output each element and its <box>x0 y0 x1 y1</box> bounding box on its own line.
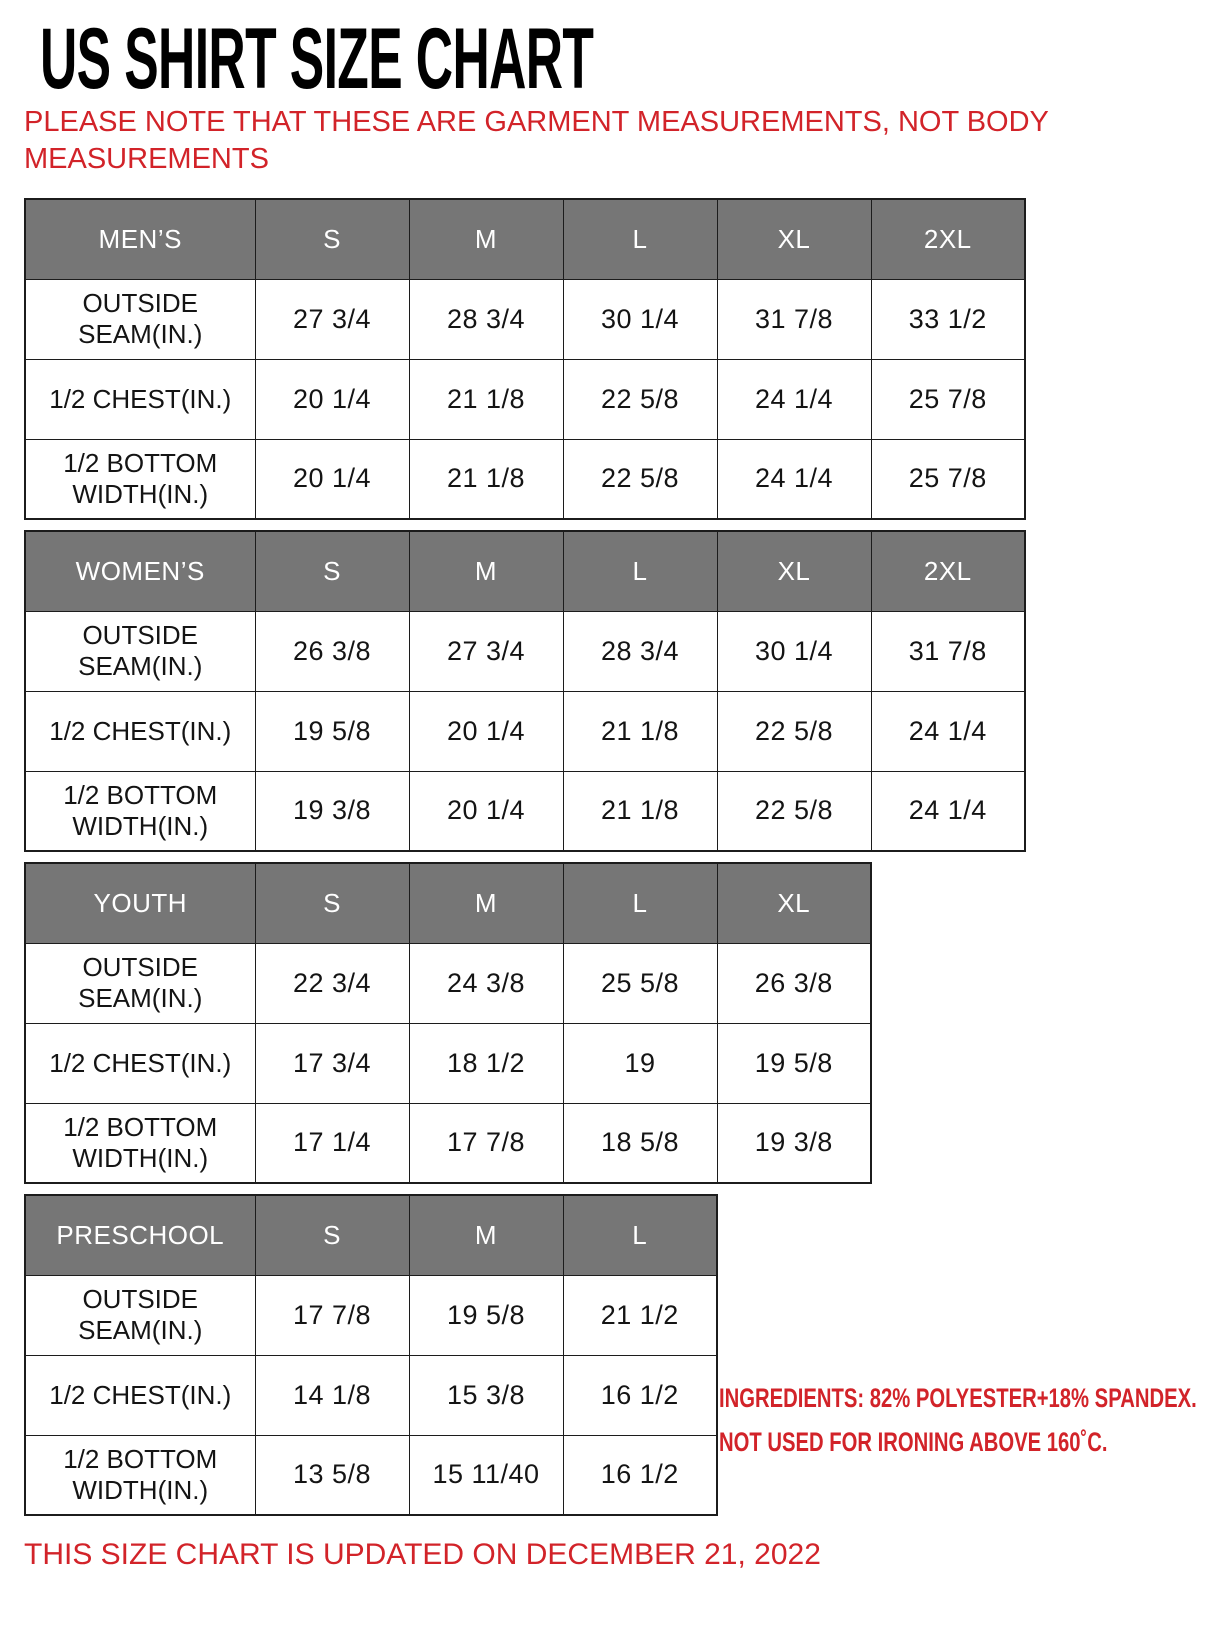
update-date-note: THIS SIZE CHART IS UPDATED ON DECEMBER 21, 2022 <box>24 1538 821 1571</box>
measurement-row <box>25 1103 871 1183</box>
size-column-header: S <box>255 531 409 611</box>
measurement-value: 24 1/4 <box>871 691 1025 771</box>
size-column-header: 2XL <box>871 199 1025 279</box>
measurement-value: 21 1/8 <box>563 691 717 771</box>
measurement-row <box>25 279 1025 359</box>
measurement-value: 33 1/2 <box>871 279 1025 359</box>
size-column-header: L <box>563 199 717 279</box>
measurement-value: 20 1/4 <box>255 439 409 519</box>
measurement-value: 24 1/4 <box>871 771 1025 851</box>
measurement-value: 16 1/2 <box>563 1355 717 1435</box>
size-column-header: 2XL <box>871 531 1025 611</box>
measurement-value: 20 1/4 <box>409 691 563 771</box>
measurement-value: 28 3/4 <box>409 279 563 359</box>
measurement-value: 21 1/8 <box>563 771 717 851</box>
measurement-value: 30 1/4 <box>563 279 717 359</box>
size-column-header: S <box>255 863 409 943</box>
measurement-value: 27 3/4 <box>255 279 409 359</box>
measurement-value: 19 3/8 <box>717 1103 871 1183</box>
measurement-value: 22 5/8 <box>563 359 717 439</box>
size-table-preschool <box>24 1194 718 1516</box>
measurement-row <box>25 1355 717 1435</box>
measurement-label: OUTSIDE SEAM(IN.) <box>25 611 255 691</box>
page-title: US SHIRT SIZE CHART <box>40 11 594 107</box>
measurement-row <box>25 1275 717 1355</box>
measurement-value: 14 1/8 <box>255 1355 409 1435</box>
size-table-mens <box>24 198 1026 520</box>
measurement-value: 21 1/8 <box>409 439 563 519</box>
measurement-value: 15 3/8 <box>409 1355 563 1435</box>
measurement-value: 19 3/8 <box>255 771 409 851</box>
measurement-value: 22 5/8 <box>717 691 871 771</box>
size-column-header: L <box>563 1195 717 1275</box>
size-column-header: XL <box>717 863 871 943</box>
size-header-row <box>25 531 1025 611</box>
size-table-youth <box>24 862 872 1184</box>
measurement-value: 30 1/4 <box>717 611 871 691</box>
measurement-label: 1/2 BOTTOM WIDTH(IN.) <box>25 439 255 519</box>
measurement-label: 1/2 CHEST(IN.) <box>25 1355 255 1435</box>
size-column-header: M <box>409 863 563 943</box>
garment-measurements-note: PLEASE NOTE THAT THESE ARE GARMENT MEASUREMENTS, NOT BODY MEASUREMENTS <box>24 106 1049 175</box>
measurement-label: 1/2 CHEST(IN.) <box>25 691 255 771</box>
measurement-value: 27 3/4 <box>409 611 563 691</box>
measurement-value: 31 7/8 <box>717 279 871 359</box>
measurement-label: OUTSIDE SEAM(IN.) <box>25 279 255 359</box>
measurement-value: 22 5/8 <box>563 439 717 519</box>
measurement-label: 1/2 BOTTOM WIDTH(IN.) <box>25 771 255 851</box>
measurement-value: 18 5/8 <box>563 1103 717 1183</box>
measurement-value: 19 5/8 <box>717 1023 871 1103</box>
measurement-value: 31 7/8 <box>871 611 1025 691</box>
measurement-value: 17 1/4 <box>255 1103 409 1183</box>
measurement-row <box>25 1023 871 1103</box>
measurement-value: 19 5/8 <box>409 1275 563 1355</box>
measurement-value: 24 1/4 <box>717 359 871 439</box>
measurement-value: 24 1/4 <box>717 439 871 519</box>
measurement-value: 16 1/2 <box>563 1435 717 1515</box>
measurement-value: 28 3/4 <box>563 611 717 691</box>
group-label-womens: WOMEN’S <box>25 531 255 611</box>
measurement-value: 21 1/2 <box>563 1275 717 1355</box>
measurement-value: 20 1/4 <box>255 359 409 439</box>
size-column-header: S <box>255 1195 409 1275</box>
measurement-value: 25 7/8 <box>871 359 1025 439</box>
measurement-label: 1/2 CHEST(IN.) <box>25 359 255 439</box>
size-column-header: M <box>409 199 563 279</box>
measurement-value: 22 5/8 <box>717 771 871 851</box>
measurement-value: 22 3/4 <box>255 943 409 1023</box>
measurement-label: OUTSIDE SEAM(IN.) <box>25 943 255 1023</box>
size-column-header: XL <box>717 531 871 611</box>
ingredients-line-1: INGREDIENTS: 82% POLYESTER+18% SPANDEX. <box>719 1383 1197 1413</box>
measurement-value: 26 3/8 <box>255 611 409 691</box>
measurement-row <box>25 611 1025 691</box>
measurement-value: 15 11/40 <box>409 1435 563 1515</box>
measurement-label: 1/2 BOTTOM WIDTH(IN.) <box>25 1103 255 1183</box>
size-header-row <box>25 1195 717 1275</box>
measurement-value: 25 5/8 <box>563 943 717 1023</box>
measurement-value: 26 3/8 <box>717 943 871 1023</box>
size-column-header: L <box>563 531 717 611</box>
measurement-value: 21 1/8 <box>409 359 563 439</box>
measurement-row <box>25 691 1025 771</box>
measurement-value: 19 5/8 <box>255 691 409 771</box>
measurement-value: 24 3/8 <box>409 943 563 1023</box>
size-column-header: S <box>255 199 409 279</box>
group-label-preschool: PRESCHOOL <box>25 1195 255 1275</box>
size-chart-page <box>0 11 1220 1572</box>
measurement-value: 20 1/4 <box>409 771 563 851</box>
measurement-row <box>25 943 871 1023</box>
size-column-header: XL <box>717 199 871 279</box>
measurement-row <box>25 1435 717 1515</box>
size-tables <box>24 198 1220 1516</box>
ingredients-line-2: NOT USED FOR IRONING ABOVE 160˚C. <box>719 1427 1108 1457</box>
measurement-value: 13 5/8 <box>255 1435 409 1515</box>
group-label-youth: YOUTH <box>25 863 255 943</box>
measurement-value: 17 7/8 <box>255 1275 409 1355</box>
measurement-label: OUTSIDE SEAM(IN.) <box>25 1275 255 1355</box>
measurement-value: 25 7/8 <box>871 439 1025 519</box>
measurement-row <box>25 771 1025 851</box>
ingredients-note <box>719 1376 1197 1464</box>
measurement-label: 1/2 BOTTOM WIDTH(IN.) <box>25 1435 255 1515</box>
size-table-womens <box>24 530 1026 852</box>
size-column-header: M <box>409 1195 563 1275</box>
measurement-value: 18 1/2 <box>409 1023 563 1103</box>
size-column-header: M <box>409 531 563 611</box>
measurement-row <box>25 359 1025 439</box>
group-label-mens: MEN’S <box>25 199 255 279</box>
measurement-value: 19 <box>563 1023 717 1103</box>
size-column-header: L <box>563 863 717 943</box>
size-header-row <box>25 863 871 943</box>
measurement-value: 17 3/4 <box>255 1023 409 1103</box>
measurement-row <box>25 439 1025 519</box>
measurement-value: 17 7/8 <box>409 1103 563 1183</box>
size-header-row <box>25 199 1025 279</box>
measurement-label: 1/2 CHEST(IN.) <box>25 1023 255 1103</box>
